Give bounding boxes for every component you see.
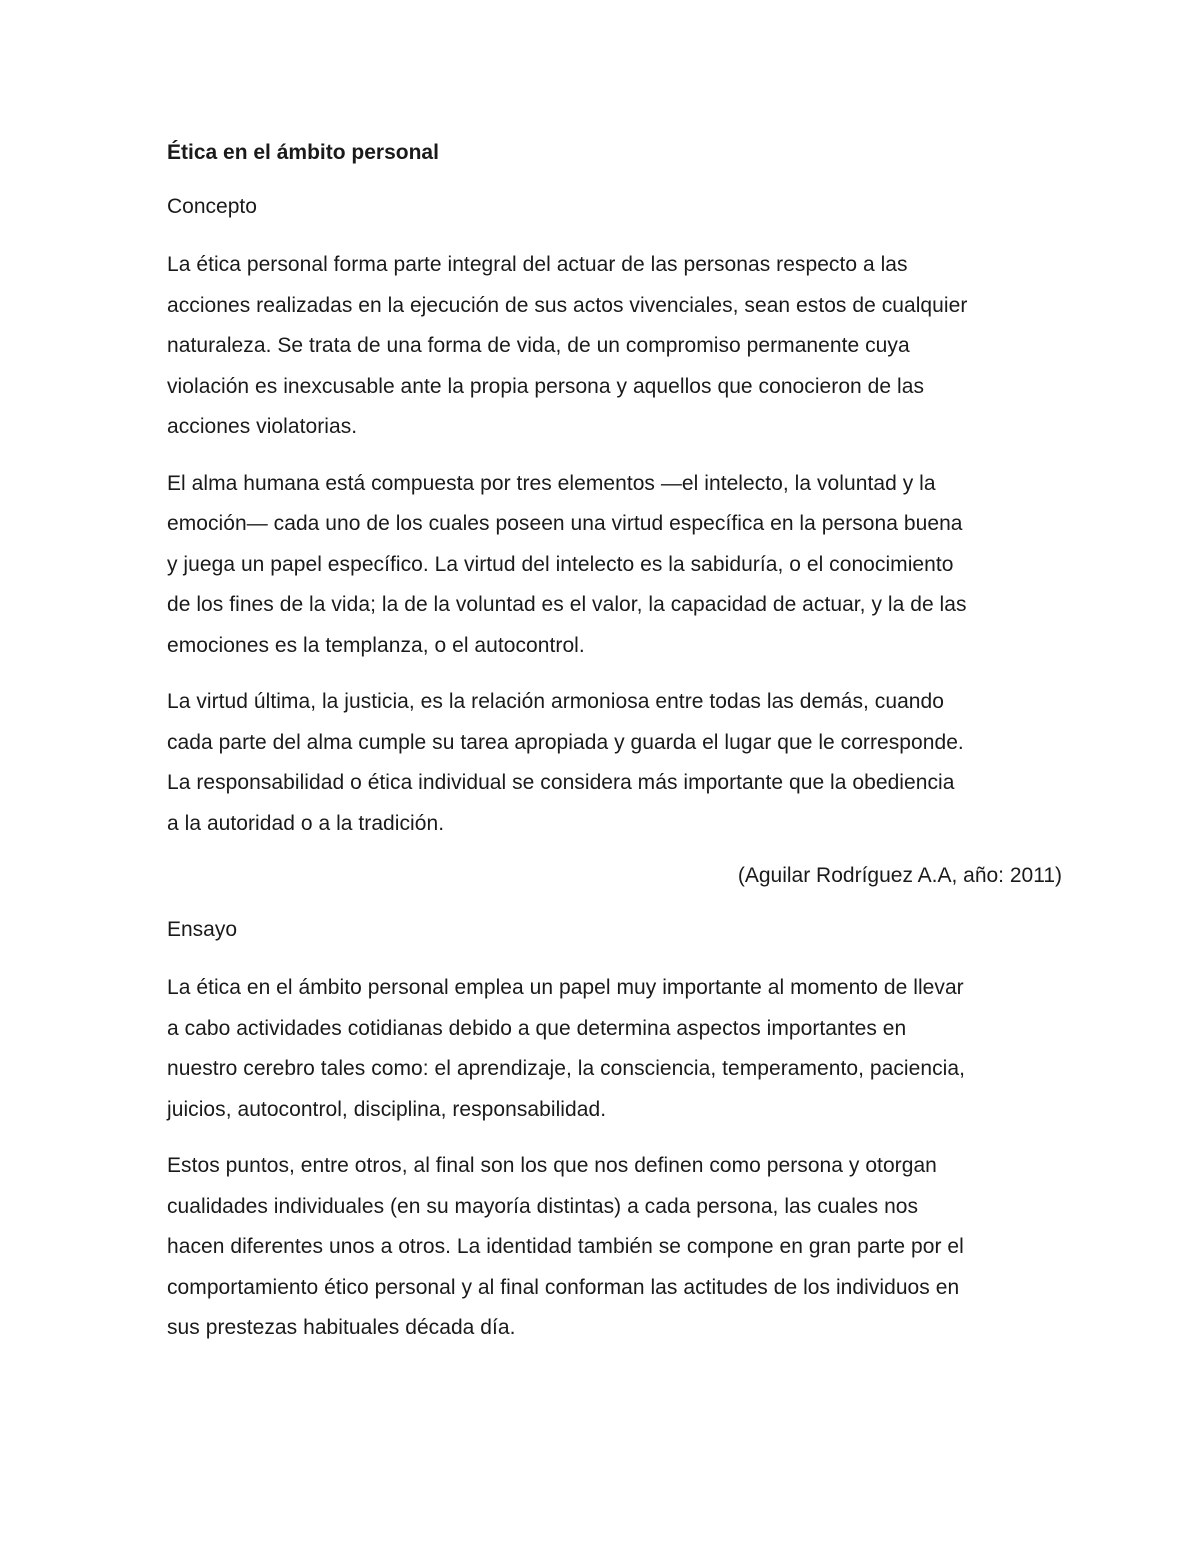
document-title: Ética en el ámbito personal [167,141,439,164]
paragraph-line: emoción— cada uno de los cuales poseen una virtud específica en la persona buena [167,512,963,535]
paragraph-line: juicios, autocontrol, disciplina, responsabilidad. [167,1097,607,1121]
paragraph-line: emociones es la templanza, o el autocontrol. [167,633,585,657]
paragraph-line: cualidades individuales (en su mayoría distintas) a cada persona, las cuales nos [167,1194,919,1218]
paragraph-line: acciones realizadas en la ejecución de sus actos vivenciales, sean estos de cualquier [167,293,968,317]
paragraph-line: comportamiento ético personal y al final conforman las actitudes de los individuos en [167,1275,960,1299]
paragraph-line: acciones violatorias. [167,415,358,438]
citation: (Aguilar Rodríguez A.A, año: 2011) [737,864,1062,887]
section-heading-concepto: Concepto [167,195,257,218]
paragraph-line: nuestro cerebro tales como: el aprendizaje, la consciencia, temperamento, paciencia, [167,1057,965,1080]
section-heading-ensayo: Ensayo [167,918,238,941]
paragraph-line: cada parte del alma cumple su tarea apropiada y guarda el lugar que le corresponde. [167,730,964,754]
paragraph-line: violación es inexcusable ante la propia persona y aquellos que conocieron de las [167,374,924,398]
document-page [167,137,1062,1365]
section-ensayo-body [167,968,1062,1349]
paragraph [167,464,1062,667]
paragraph-line: La ética en el ámbito personal emplea un papel muy importante al momento de llevar [167,976,964,999]
section-concepto-body [167,245,1062,844]
paragraph [167,968,1062,1130]
paragraph-line: La ética personal forma parte integral del actuar de las personas respecto a las [167,253,908,276]
paragraph [167,682,1062,844]
paragraph-line: naturaleza. Se trata de una forma de vida, de un compromiso permanente cuya [167,334,910,357]
paragraph-line: La responsabilidad o ética individual se considera más importante que la obediencia [167,771,955,794]
paragraph-line: La virtud última, la justicia, es la relación armoniosa entre todas las demás, cuando [167,690,944,713]
paragraph-line: El alma humana está compuesta por tres elementos —el intelecto, la voluntad y la [167,471,936,495]
paragraph-line: a cabo actividades cotidianas debido a que determina aspectos importantes en [167,1016,907,1040]
paragraph [167,1146,1062,1349]
paragraph-line: sus prestezas habituales década día. [167,1316,516,1339]
paragraph [167,245,1062,448]
paragraph-line: de los fines de la vida; la de la voluntad es el valor, la capacidad de actuar, y la de las [167,593,967,616]
paragraph-line: hacen diferentes unos a otros. La identidad también se compone en gran parte por el [167,1235,964,1258]
paragraph-line: a la autoridad o a la tradición. [167,811,445,835]
paragraph-line: y juega un papel específico. La virtud del intelecto es la sabiduría, o el conocimiento [167,552,954,576]
paragraph-line: Estos puntos, entre otros, al final son los que nos definen como persona y otorgan [167,1154,937,1177]
